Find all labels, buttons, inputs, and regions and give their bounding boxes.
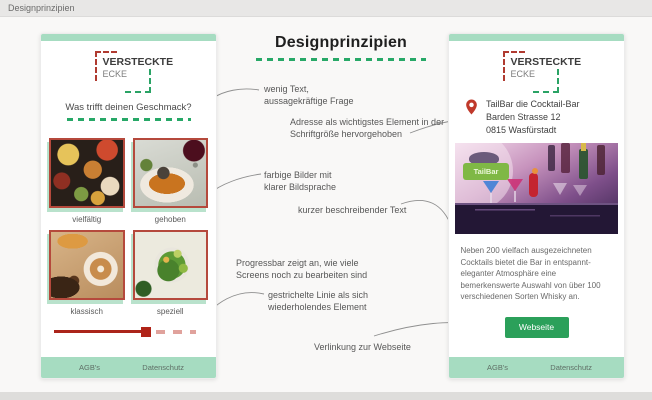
logo-text-main: VERSTECKTE [510,56,582,68]
logo-text-sub: ECKE [102,69,128,79]
phone-mockup-left [40,33,217,379]
phone-top-bar [449,34,624,41]
footer-link-agb[interactable]: AGB's [487,363,509,372]
brand-logo [91,51,174,93]
taste-tile-speziell[interactable] [133,230,209,322]
address-lines [486,98,580,137]
food-image-speziell[interactable] [133,230,209,300]
phone-top-bar [41,34,216,41]
footer-link-agb[interactable]: AGB's [79,363,101,372]
tile-label: speziell [156,306,184,316]
annotation-question [264,83,354,107]
annotation-line: Verlinkung zur Webseite [314,342,411,352]
annotation-line: Schriftgröße hervorgehoben [290,129,403,139]
phone-footer [449,357,624,378]
address-line-street: Barden Strasse 12 [486,112,561,122]
tailbar-logo-overlay [463,163,509,180]
annotation-line: kurzer beschreibender Text [298,205,407,215]
address-line-city: 0815 Wasfürstadt [486,125,557,135]
tailbar-logo-text: TailBar [473,167,499,176]
annotation-progressbar [236,257,367,281]
food-image-gehoben[interactable] [133,138,209,208]
tile-label: klassisch [70,306,103,316]
address-block [465,98,624,137]
page-title: Designprinzipien [274,34,408,51]
logo-green-corner [125,69,151,93]
window-titlebar [0,0,652,17]
bottom-strip [0,392,652,400]
taste-tile-klassisch[interactable] [49,230,125,322]
title-dashed-underline [256,58,426,61]
annotation-line: wiederholendes Element [268,302,367,312]
annotation-line: Progressbar zeigt an, wie viele [236,258,359,268]
logo-text-sub: ECKE [510,69,536,79]
cocktail-bar-photo [455,143,618,234]
annotation-line: gestrichelte Linie als sich [268,290,369,300]
annotation-line: farbige Bilder mit [264,170,332,180]
annotation-line: wenig Text, [264,84,309,94]
annotation-line: Adresse als wichtigstes Element in der [290,117,445,127]
progress-bar [54,327,196,337]
taste-tile-vielfaeltig[interactable] [49,138,125,230]
brand-logo [499,51,582,93]
progress-remaining-dashes [156,330,196,334]
taste-tile-grid [41,138,216,322]
food-image-vielfaeltig[interactable] [49,138,125,208]
annotation-images [264,169,336,193]
annotation-line: Screens noch zu bearbeiten sind [236,270,368,280]
question-text: Was trifft deinen Geschmack? [65,102,192,113]
address-line-name: TailBar die Cocktail-Bar [486,99,580,109]
progress-handle[interactable] [141,327,151,337]
logo-text-main: VERSTECKTE [102,56,174,68]
webseite-button[interactable]: Webseite [505,317,569,338]
connector-line-description [401,200,452,228]
bar-description-text: Neben 200 vielfach ausgezeichneten Cocktails bietet die Bar in entspannt-eleganter Atmosphäre eine bemerkenswerte Auswahl von über 100 verschiedenen Sorten Whisky an. [460,246,601,301]
progress-filled-track [54,330,142,333]
logo-green-corner [533,69,559,93]
phone-footer [41,357,216,378]
annotation-address [290,116,444,140]
food-image-klassisch[interactable] [49,230,125,300]
annotation-dashed-line [268,289,368,313]
window-title: Designprinzipien [8,3,75,13]
location-pin-icon [465,99,478,115]
connector-line-question [213,89,259,98]
tile-label: gehoben [154,214,186,224]
footer-link-datenschutz[interactable]: Datenschutz [550,363,592,372]
phone-mockup-right [448,33,625,379]
annotation-webseite-link [314,341,411,353]
annotation-short-text [298,204,406,216]
tile-label: vielfältig [72,214,102,224]
annotation-line: aussagekräftige Frage [264,96,354,106]
question-dashed-underline [67,118,191,121]
annotation-line: klarer Bildsprache [264,182,337,192]
taste-tile-gehoben[interactable] [133,138,209,230]
footer-link-datenschutz[interactable]: Datenschutz [142,363,184,372]
